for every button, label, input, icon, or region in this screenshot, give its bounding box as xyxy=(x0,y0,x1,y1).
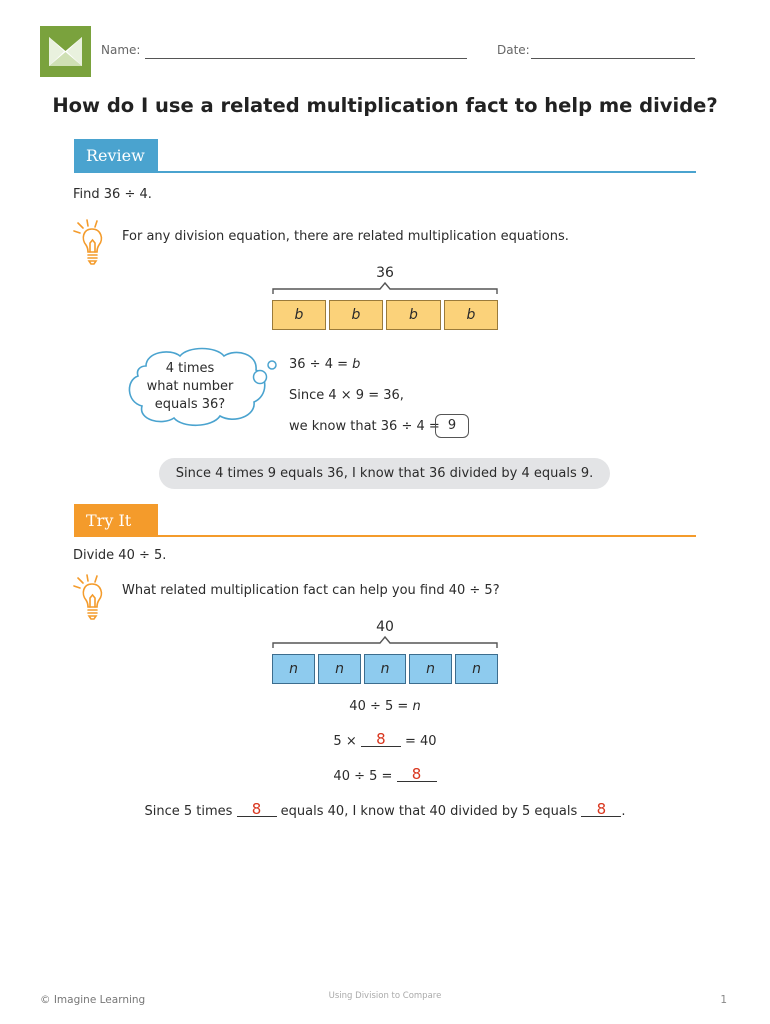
try-it-tape-box: n xyxy=(455,654,498,684)
try-it-equation-2 xyxy=(0,730,770,749)
footer-copyright: © Imagine Learning xyxy=(40,994,146,1006)
try-it-tip: What related multiplication fact can help you find 40 ÷ 5? xyxy=(122,583,500,598)
try-it-summary-answer-2[interactable]: 8 xyxy=(581,803,621,817)
review-total-label: 36 xyxy=(376,265,394,281)
review-summary: Since 4 times 9 equals 36, I know that 36 divided by 4 equals 9. xyxy=(159,458,610,489)
footer-title: Using Division to Compare xyxy=(328,991,442,1001)
review-tape-box: b xyxy=(444,300,498,330)
try-it-eq1-text: 40 ÷ 5 = xyxy=(349,699,413,714)
review-equation-1 xyxy=(289,357,360,372)
try-it-divider xyxy=(74,535,696,537)
thought-line: equals 36? xyxy=(154,397,226,412)
try-it-tape-box: n xyxy=(318,654,361,684)
review-prompt: Find 36 ÷ 4. xyxy=(73,187,152,202)
try-it-summary-text: . xyxy=(621,804,626,819)
logo xyxy=(40,26,91,77)
thought-line: 4 times xyxy=(165,361,215,376)
name-field[interactable] xyxy=(145,57,467,59)
try-it-eq1-var: n xyxy=(412,699,421,714)
review-equation-3: we know that 36 ÷ 4 = xyxy=(289,419,440,434)
review-equation-2: Since 4 × 9 = 36, xyxy=(289,388,404,403)
try-it-total-label: 40 xyxy=(376,619,394,635)
try-it-tape-box: n xyxy=(272,654,315,684)
name-label: Name: xyxy=(101,43,141,57)
try-it-eq2-suffix: = 40 xyxy=(400,734,437,749)
try-it-tape xyxy=(272,654,498,684)
try-it-tape-box: n xyxy=(364,654,406,684)
try-it-summary xyxy=(0,800,770,819)
review-tape-box: b xyxy=(272,300,326,330)
review-tab: Review xyxy=(74,139,158,172)
try-it-equation-3 xyxy=(0,765,770,784)
try-it-tab: Try It xyxy=(74,504,158,537)
review-answer-box: 9 xyxy=(435,414,469,438)
review-tape xyxy=(272,300,498,330)
try-it-eq2-text: 5 × xyxy=(333,734,361,749)
try-it-tape-box: n xyxy=(409,654,452,684)
review-tape-box: b xyxy=(386,300,441,330)
try-it-eq2-answer[interactable]: 8 xyxy=(361,733,401,747)
try-it-equation-1 xyxy=(0,699,770,714)
try-it-eq3-answer[interactable]: 8 xyxy=(397,768,437,782)
try-it-summary-text: equals 40, I know that 40 divided by 5 equals xyxy=(276,804,582,819)
try-it-summary-answer-1[interactable]: 8 xyxy=(237,803,277,817)
date-field[interactable] xyxy=(531,57,695,59)
review-eq1-var: b xyxy=(352,357,361,372)
thought-line: what number xyxy=(146,379,234,394)
review-divider xyxy=(74,171,696,173)
try-it-summary-text: Since 5 times xyxy=(144,804,237,819)
try-it-eq3-text: 40 ÷ 5 = xyxy=(333,769,397,784)
lightbulb-icon xyxy=(72,574,112,620)
review-brace xyxy=(270,280,500,296)
page-title: How do I use a related multiplication fact to help me divide? xyxy=(52,94,718,117)
review-tip: For any division equation, there are related multiplication equations. xyxy=(122,229,569,244)
date-label: Date: xyxy=(497,43,530,57)
try-it-brace xyxy=(270,634,500,650)
review-eq1-text: 36 ÷ 4 = xyxy=(289,357,353,372)
try-it-prompt: Divide 40 ÷ 5. xyxy=(73,548,167,563)
lightbulb-icon xyxy=(72,219,112,265)
page-number: 1 xyxy=(720,994,727,1006)
review-tape-box: b xyxy=(329,300,383,330)
